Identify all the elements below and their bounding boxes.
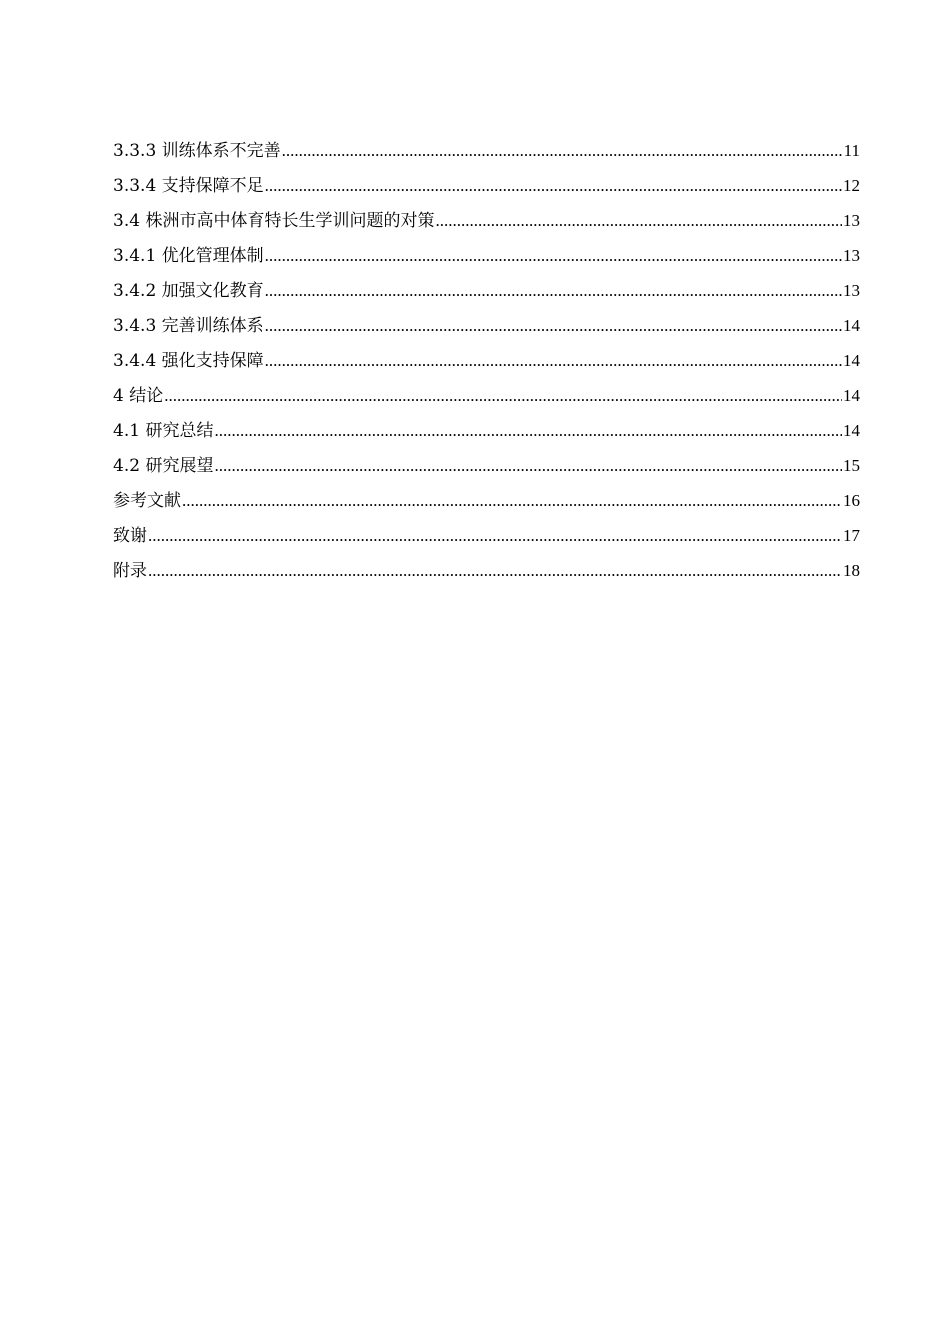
toc-dot-leader xyxy=(214,456,842,476)
toc-dot-leader xyxy=(435,211,842,231)
toc-entry[interactable] xyxy=(113,346,860,381)
toc-dot-leader xyxy=(148,526,842,546)
toc-dot-leader xyxy=(265,246,842,266)
toc-entry-title: 3.4.3 完善训练体系 xyxy=(113,316,264,336)
toc-entry[interactable] xyxy=(113,136,860,171)
toc-entry-title: 致谢 xyxy=(113,526,147,546)
toc-entry-page: 14 xyxy=(843,316,860,335)
toc-entry[interactable] xyxy=(113,171,860,206)
toc-entry-page: 18 xyxy=(843,561,860,580)
toc-entry-title: 4.1 研究总结 xyxy=(113,421,214,441)
toc-entry[interactable] xyxy=(113,276,860,311)
toc-entry-page: 15 xyxy=(843,456,860,475)
toc-entry-title: 3.3.3 训练体系不完善 xyxy=(113,141,281,161)
toc-dot-leader xyxy=(148,561,842,581)
toc-dot-leader xyxy=(265,351,842,371)
toc-entry[interactable] xyxy=(113,206,860,241)
toc-dot-leader xyxy=(214,421,842,441)
toc-entry[interactable] xyxy=(113,451,860,486)
toc-entry-page: 12 xyxy=(843,176,860,195)
toc-entry[interactable] xyxy=(113,381,860,416)
toc-entry[interactable] xyxy=(113,556,860,591)
toc-entry-page: 13 xyxy=(843,246,860,265)
toc-dot-leader xyxy=(182,491,842,511)
toc-entry-page: 14 xyxy=(843,421,860,440)
toc-entry-title: 3.3.4 支持保障不足 xyxy=(113,176,264,196)
toc-entry[interactable] xyxy=(113,311,860,346)
toc-entry-page: 13 xyxy=(843,281,860,300)
toc-entry-title: 4.2 研究展望 xyxy=(113,456,214,476)
toc-entry-title: 3.4.1 优化管理体制 xyxy=(113,246,264,266)
toc-entry[interactable] xyxy=(113,486,860,521)
toc-entry-page: 14 xyxy=(843,386,860,405)
toc-entry-title: 参考文献 xyxy=(113,491,181,511)
toc-entry-title: 3.4 株洲市高中体育特长生学训问题的对策 xyxy=(113,211,435,231)
toc-entry-title: 3.4.2 加强文化教育 xyxy=(113,281,264,301)
toc-dot-leader xyxy=(164,386,842,406)
toc-entry-page: 17 xyxy=(843,526,860,545)
table-of-contents xyxy=(113,136,860,591)
toc-entry-title: 3.4.4 强化支持保障 xyxy=(113,351,264,371)
toc-dot-leader xyxy=(265,316,842,336)
toc-entry-page: 13 xyxy=(843,211,860,230)
toc-dot-leader xyxy=(282,141,843,161)
toc-entry[interactable] xyxy=(113,521,860,556)
toc-entry-page: 14 xyxy=(843,351,860,370)
toc-entry-page: 16 xyxy=(843,491,860,510)
toc-dot-leader xyxy=(265,281,842,301)
toc-entry-page: 11 xyxy=(843,141,860,160)
toc-entry-title: 附录 xyxy=(113,561,147,581)
toc-entry[interactable] xyxy=(113,416,860,451)
toc-entry[interactable] xyxy=(113,241,860,276)
toc-entry-title: 4 结论 xyxy=(113,386,164,406)
toc-dot-leader xyxy=(265,176,842,196)
